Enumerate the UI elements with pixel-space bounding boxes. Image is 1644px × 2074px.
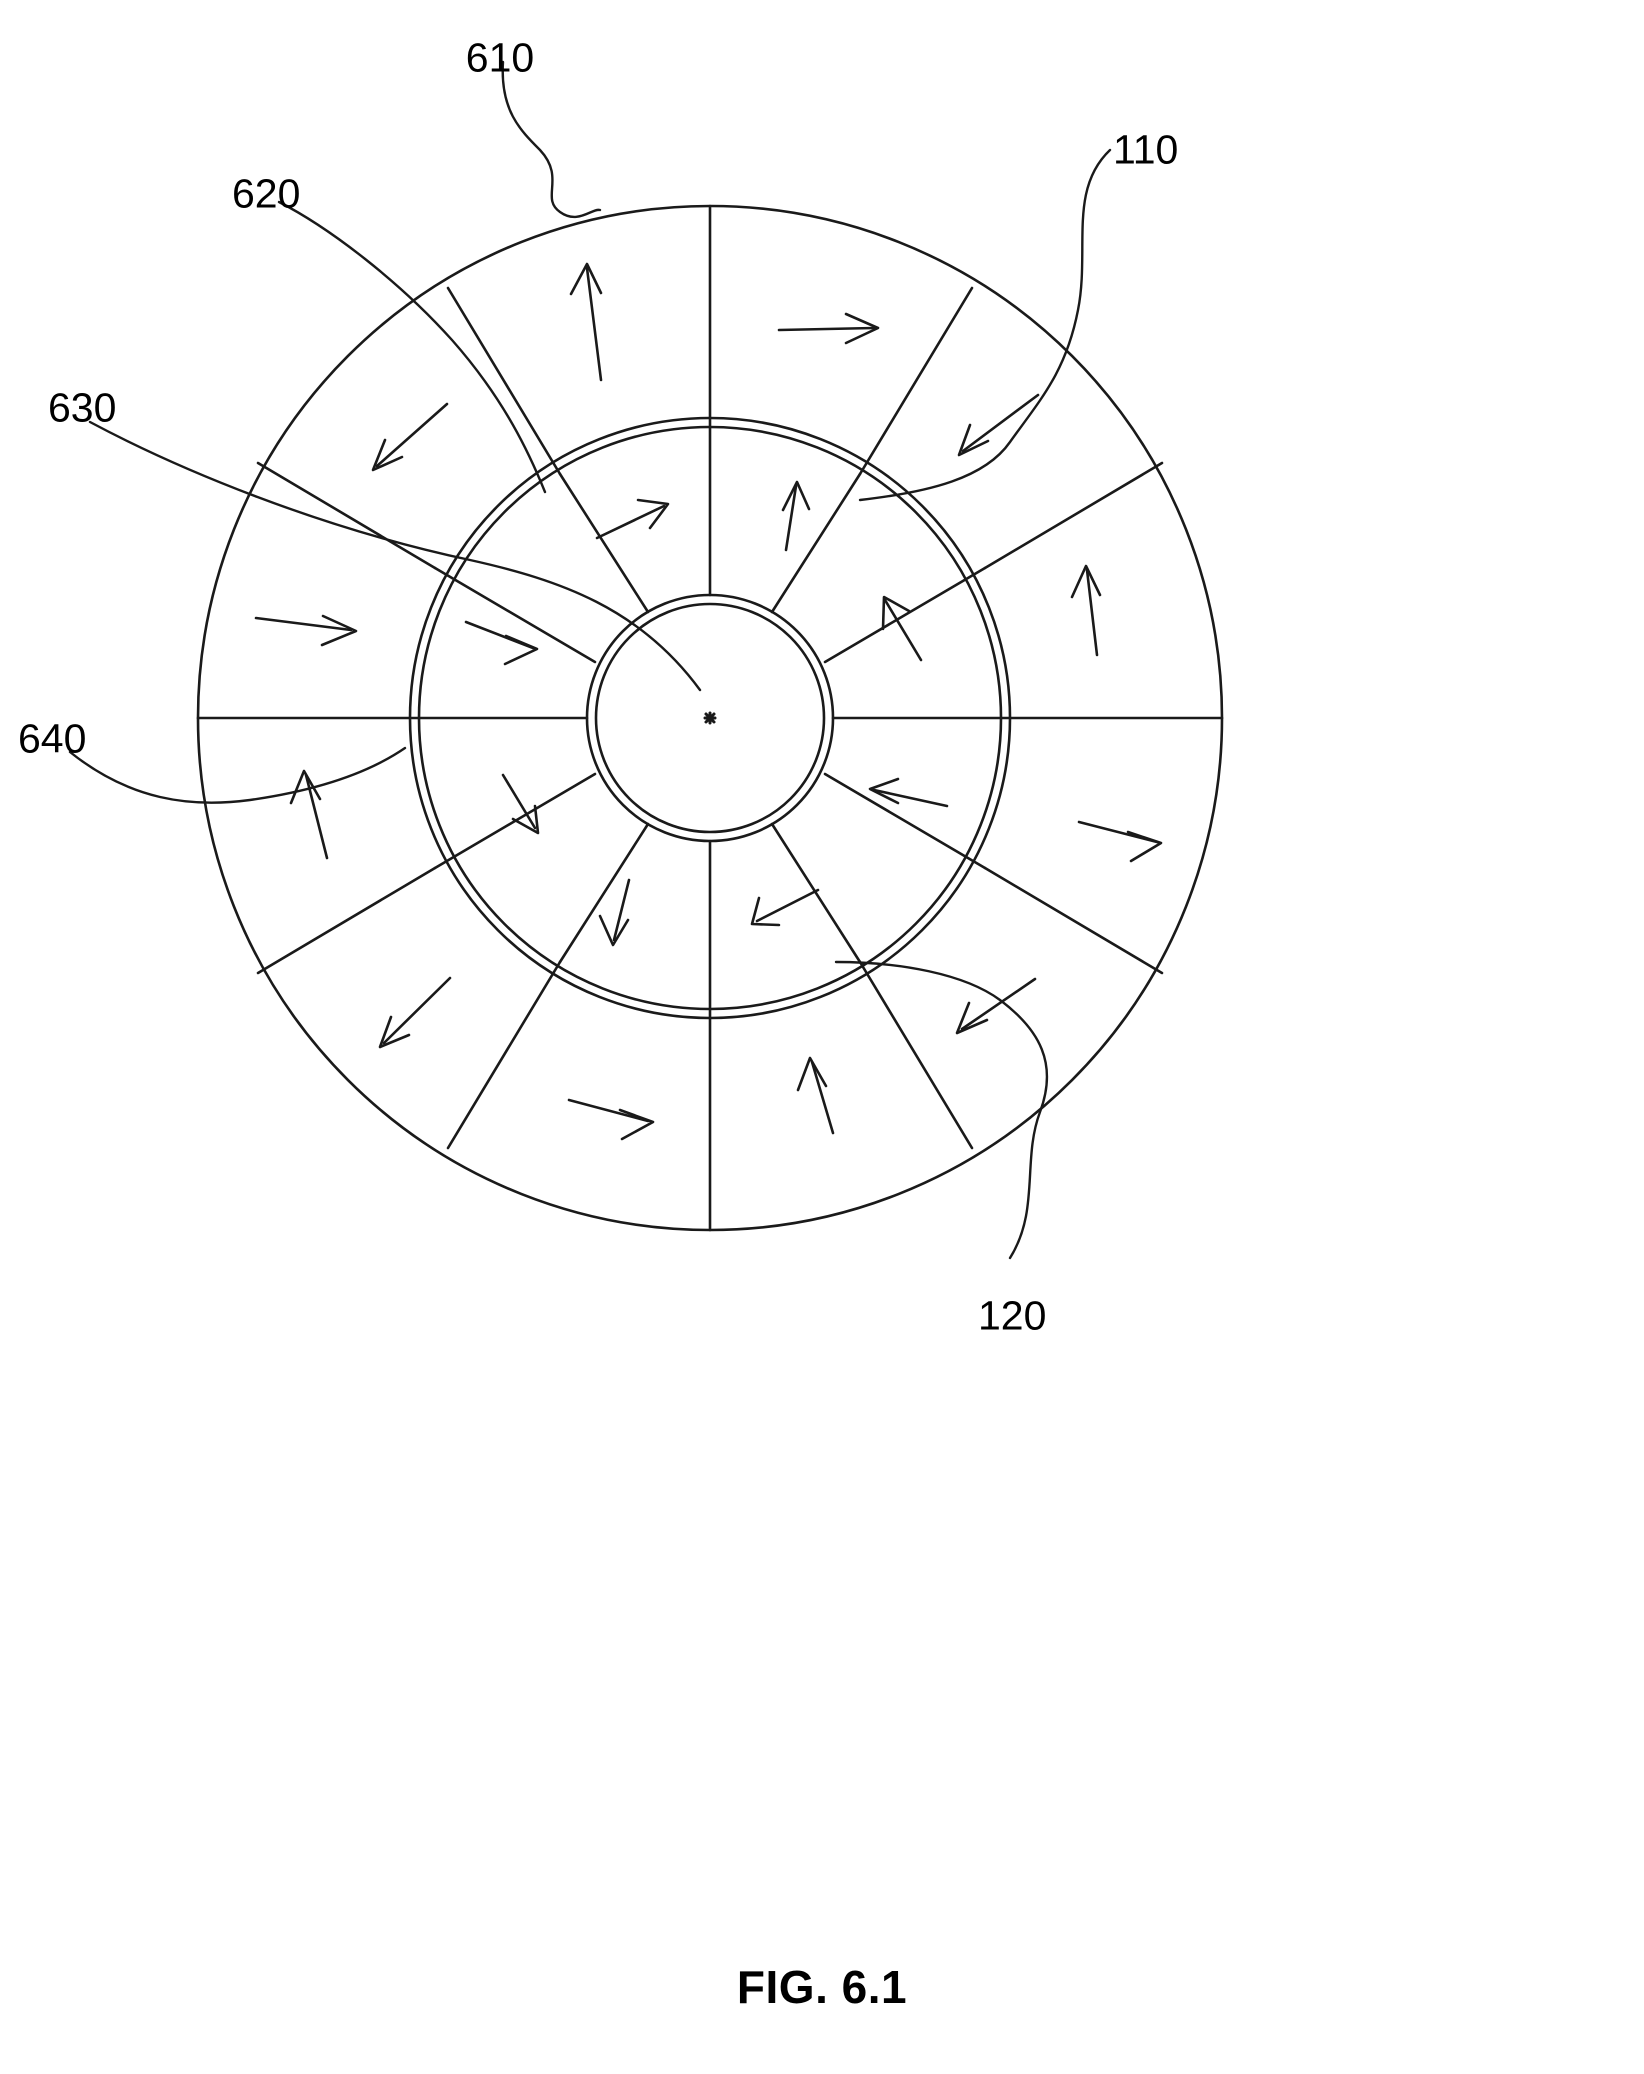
arrow-outer-bottom-right-up xyxy=(798,1058,833,1133)
figure-caption: FIG. 6.1 xyxy=(736,1961,908,2013)
arrow-middle-upper-left-upright xyxy=(597,500,668,538)
leader-610 xyxy=(503,62,600,217)
arrow-outer-top-right-right xyxy=(779,314,878,343)
label-610: 610 xyxy=(465,34,535,81)
arrow-outer-lower-right-downleft xyxy=(957,979,1035,1033)
label-630: 630 xyxy=(48,384,117,431)
leader-120 xyxy=(836,962,1047,1258)
label-110: 110 xyxy=(1113,126,1179,173)
leader-620 xyxy=(279,202,545,492)
center-mark xyxy=(705,713,715,723)
arrow-outer-lower-right-right xyxy=(1079,822,1161,861)
leader-640 xyxy=(70,748,405,803)
reference-labels xyxy=(18,35,1178,1339)
arrow-outer-upper-left-downleft xyxy=(373,404,447,470)
arrow-outer-right-up xyxy=(1072,566,1100,655)
arrow-middle-left-right xyxy=(466,622,537,664)
arrow-middle-top-right-up xyxy=(783,482,809,550)
arrow-outer-left-right xyxy=(256,616,356,645)
leader-110 xyxy=(860,150,1110,500)
arrow-middle-right-upper-upleft xyxy=(883,597,921,660)
arrow-outer-lower-left-downleft xyxy=(380,978,450,1047)
label-640: 640 xyxy=(18,715,87,762)
arrow-middle-bottom-left-down xyxy=(600,880,629,945)
label-620: 620 xyxy=(232,170,301,217)
arrow-outer-upper-right-downleft xyxy=(959,395,1038,455)
arrow-middle-right-lower-left xyxy=(870,779,947,806)
arrow-outer-bottom-left-right xyxy=(569,1100,653,1139)
arrow-middle-bottom-right-upleft xyxy=(752,890,818,925)
label-120: 120 xyxy=(978,1292,1047,1339)
arrow-outer-top-left-up xyxy=(571,264,601,380)
